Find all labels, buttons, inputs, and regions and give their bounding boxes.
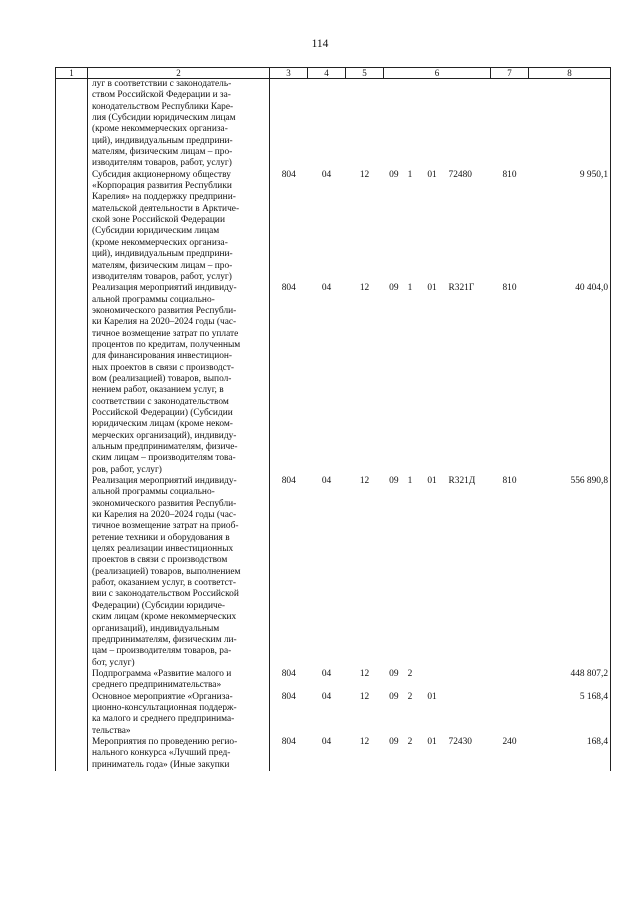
row-description [88,692,270,737]
subsection-code [346,79,384,170]
description-line: альным предпринимателям, физиче- [92,442,238,452]
description-line: вом (реализацией) товаров, выпол- [92,373,232,384]
description-line: ка малого и среднего предпринима- [92,714,235,725]
description-line: мательской деятельности в Арктиче- [92,203,240,214]
section-code: 04 [321,736,332,747]
header-col-8: 8 [529,68,611,79]
subprogram-code [402,79,419,170]
expense-type-code: 810 [502,476,517,487]
page-number: 114 [311,38,329,50]
description-line: работ, оказанием услуг, в соответст- [92,578,236,589]
subsection-code: 12 [359,169,370,180]
description-line: Российской Федерации) (Субсидии [92,407,233,418]
header-col-2: 2 [88,68,270,79]
row-index-cell [56,79,88,170]
amount-value: 448 807,2 [529,669,611,692]
header-col-7: 7 [491,68,529,79]
program-code: 09 [389,668,399,679]
description-line: ством Российской Федерации и за- [92,90,231,101]
section-code: 04 [321,476,332,487]
description-line: Федерации) (Субсидии юридиче- [92,600,226,611]
row-index-cell [56,669,88,692]
description-line: Подпрограмма «Развитие малого и [92,668,232,679]
description-line: проектов в связи с производством [92,555,228,566]
activity-code: 01 [427,691,437,702]
activity-code: 01 [427,169,437,180]
expense-type-code [491,79,529,170]
description-line: Реализация мероприятий индивиду- [92,283,237,294]
description-line: организаций), индивидуальным [92,623,220,634]
amount-value: 40 404,0 [529,283,611,476]
table-row [56,170,611,283]
description-line: тичное возмещение затрат на приоб- [92,521,239,532]
ministry-code: 804 [281,283,296,294]
activity-code [419,79,446,170]
description-line: ской зоне Российской Федерации [92,215,225,226]
ministry-code: 804 [281,169,296,180]
description-line: «Корпорация развития Республики [92,181,232,192]
description-line: экономического развития Республи- [92,498,237,509]
row-description [88,79,270,170]
activity-code: 01 [427,283,437,294]
row-description [88,476,270,669]
description-line: тельства» [92,725,131,736]
description-line: процентов по кредитам, полученным [92,339,241,350]
table-row [56,79,611,170]
amount-value: 9 950,1 [529,170,611,283]
table-row [56,283,611,476]
description-line: ским лицам (кроме некоммерческих [92,612,237,623]
description-line: изводителям товаров, работ, услуг) [92,271,232,282]
description-line: юридическим лицам (кроме неком- [92,419,233,430]
subprogram-code: 1 [407,283,413,294]
table-body [56,79,611,771]
description-line: ций), индивидуальным предприни- [92,135,233,146]
header-col-6: 6 [384,68,491,79]
description-line: луг в соответствии с законодатель- [92,79,232,89]
description-line: вии с законодательством Российской [92,589,239,600]
header-col-3: 3 [270,68,308,79]
ministry-code: 804 [281,476,296,487]
table-row [56,669,611,692]
row-index-cell [56,476,88,669]
description-line: приниматель года» (Иные закупки [92,759,230,770]
activity-code [419,669,446,692]
header-row [56,68,611,79]
description-line: предпринимателям, физическим ли- [92,634,237,645]
direction-code: R321Д [448,476,476,487]
section-code [308,79,346,170]
description-line: бот, услуг) [92,657,135,668]
ministry-code [270,79,308,170]
description-line: ретение техники и оборудования в [92,532,230,543]
direction-code: 72480 [448,169,472,180]
activity-code: 01 [427,736,437,747]
row-index-cell [56,692,88,737]
subsection-code: 12 [359,476,370,487]
description-line: среднего предпринимательства» [92,680,222,691]
row-index-cell [56,283,88,476]
description-line: экономического развития Республи- [92,305,237,316]
expense-type-code [491,669,529,692]
row-description [88,283,270,476]
description-line: ционно-консультационная поддерж- [92,702,237,713]
header-col-4: 4 [308,68,346,79]
subprogram-code: 2 [407,736,413,747]
description-line: цам – производителям товаров, ра- [92,646,232,657]
table-row [56,737,611,771]
row-description [88,170,270,283]
direction-code [446,669,491,692]
description-line: Реализация мероприятий индивиду- [92,476,237,487]
table-row [56,692,611,737]
description-line: нального конкурса «Лучший пред- [92,748,231,759]
description-line: (кроме некоммерческих организа- [92,237,228,248]
program-code: 09 [389,736,399,747]
description-line: альной программы социально- [92,294,215,305]
description-line: Мероприятия по проведению регио- [92,736,238,747]
description-line: ров, работ, услуг) [92,464,162,475]
description-line: изводителям товаров, работ, услуг) [92,158,232,169]
description-line: соответствии с законодательством [92,396,229,407]
section-code: 04 [321,668,332,679]
description-line: ных проектов в связи с производст- [92,362,235,373]
expense-type-code [491,692,529,737]
section-code: 04 [321,283,332,294]
row-description [88,669,270,692]
direction-code: 72430 [448,736,472,747]
description-line: (Субсидии юридическим лицам [92,226,220,237]
amount-value: 556 890,8 [529,476,611,669]
subprogram-code: 1 [407,476,413,487]
description-line: нением работ, оказанием услуг, в [92,385,224,396]
expense-type-code: 810 [502,283,517,294]
description-line: мателям, физическим лицам – про- [92,260,233,271]
ministry-code: 804 [281,736,296,747]
row-index-cell [56,170,88,283]
header-col-1: 1 [56,68,88,79]
description-line: (реализацией) товаров, выполнением [92,566,241,577]
subprogram-code: 2 [407,668,413,679]
section-code: 04 [321,169,332,180]
subsection-code: 12 [359,283,370,294]
section-code: 04 [321,691,332,702]
direction-code: R321Г [448,283,475,294]
table-row [56,476,611,669]
description-line: целях реализации инвестиционных [92,544,234,555]
program-code: 09 [389,283,399,294]
description-line: (кроме некоммерческих организа- [92,124,228,135]
expense-type-code: 240 [502,736,517,747]
description-line: Карелия» на поддержку предприни- [92,192,236,203]
description-line: конодательством Республики Каре- [92,101,234,112]
program-code: 09 [389,169,399,180]
expense-type-code: 810 [502,169,517,180]
description-line: Основное мероприятие «Организа- [92,691,233,702]
description-line: ций), индивидуальным предприни- [92,249,233,260]
subsection-code: 12 [359,668,370,679]
ministry-code: 804 [281,668,296,679]
amount-value: 168,4 [529,737,611,771]
direction-code [446,79,491,170]
subsection-code: 12 [359,691,370,702]
description-line: тичное возмещение затрат по уплате [92,328,239,339]
subprogram-code: 2 [407,691,413,702]
description-line: Субсидия акционерному обществу [92,169,231,180]
description-line: мателям, физическим лицам – про- [92,147,233,158]
program-code: 09 [389,476,399,487]
subsection-code: 12 [359,736,370,747]
description-line: ским лицам – производителям това- [92,453,236,464]
description-line: альной программы социально- [92,487,215,498]
budget-table [55,67,611,771]
direction-code [446,692,491,737]
header-col-5: 5 [346,68,384,79]
description-line: для финансирования инвестицион- [92,351,233,362]
subprogram-code: 1 [407,169,413,180]
description-line: мерческих организаций), индивиду- [92,430,237,441]
activity-code: 01 [427,476,437,487]
amount-value: 5 168,4 [529,692,611,737]
program-code [384,79,402,170]
description-line: ки Карелия на 2020–2024 годы (час- [92,317,237,328]
row-index-cell [56,737,88,771]
ministry-code: 804 [281,691,296,702]
program-code: 09 [389,691,399,702]
amount-value [529,79,611,170]
description-line: ки Карелия на 2020–2024 годы (час- [92,510,237,521]
row-description [88,737,270,771]
description-line: лия (Субсидии юридическим лицам [92,113,236,124]
